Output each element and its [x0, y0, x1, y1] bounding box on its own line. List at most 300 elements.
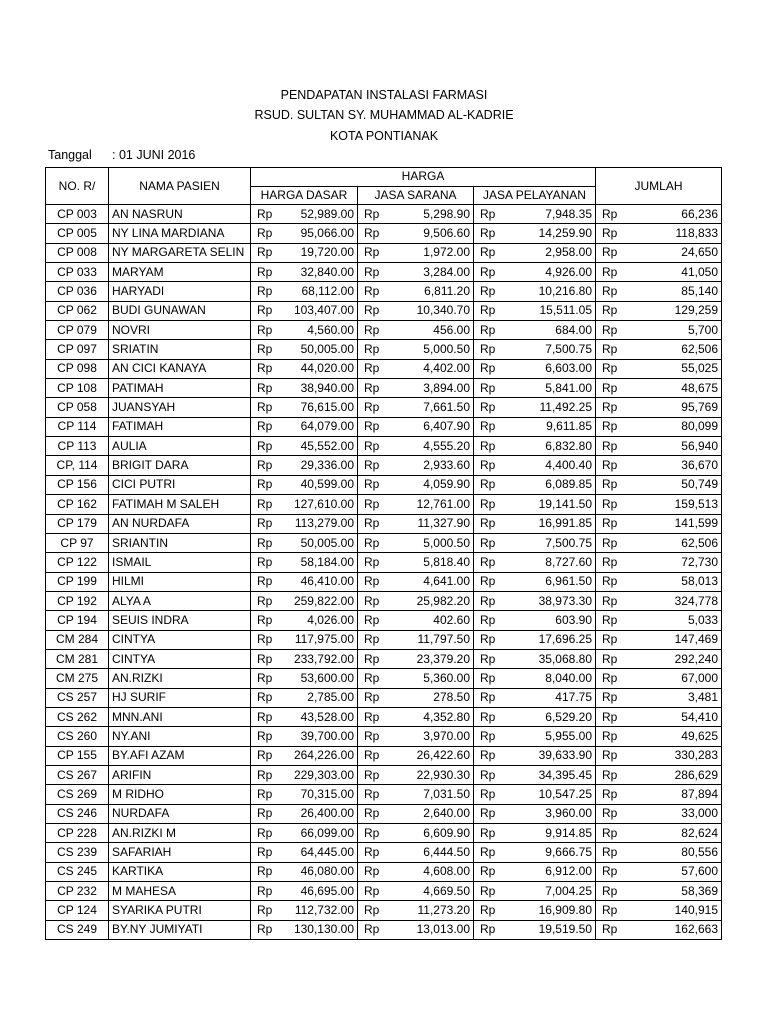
table-row — [46, 205, 722, 224]
harga-dasar-cell — [251, 688, 358, 707]
jasa-sarana-value: 12,761.00 — [416, 496, 470, 511]
jasa-pelayanan-value: 4,400.40 — [545, 458, 592, 473]
currency-label: Rp — [257, 883, 273, 898]
currency-label: Rp — [257, 554, 273, 569]
jumlah-value: 58,369 — [681, 883, 718, 898]
jasa-sarana-cell — [358, 746, 474, 765]
harga-dasar-value: 38,940.00 — [300, 380, 354, 395]
table-row — [46, 456, 722, 475]
jasa-sarana-value: 23,379.20 — [416, 651, 470, 666]
jasa-pelayanan-value: 6,832.80 — [545, 438, 592, 453]
jasa-sarana-value: 5,298.90 — [423, 206, 470, 221]
jasa-pelayanan-cell — [474, 688, 596, 707]
rx-number: CS 257 — [46, 688, 109, 707]
currency-label: Rp — [480, 535, 496, 550]
currency-label: Rp — [480, 651, 496, 666]
currency-label: Rp — [364, 670, 380, 685]
header-jasa-sarana: JASA SARANA — [358, 186, 474, 205]
jumlah-cell — [596, 688, 722, 707]
jasa-pelayanan-value: 34,395.45 — [538, 767, 592, 782]
rx-number: CP 228 — [46, 824, 109, 843]
currency-label: Rp — [364, 322, 380, 337]
currency-label: Rp — [480, 903, 496, 918]
patient-name: NY LINA MARDIANA — [109, 224, 251, 243]
currency-label: Rp — [602, 709, 618, 724]
jumlah-cell — [596, 437, 722, 456]
jasa-pelayanan-value: 8,040.00 — [545, 670, 592, 685]
table-row — [46, 727, 722, 746]
currency-label: Rp — [364, 767, 380, 782]
currency-label: Rp — [364, 264, 380, 279]
harga-dasar-value: 64,079.00 — [300, 419, 354, 434]
jasa-sarana-cell — [358, 765, 474, 784]
table-row — [46, 611, 722, 630]
jumlah-value: 48,675 — [681, 380, 718, 395]
currency-label: Rp — [257, 380, 273, 395]
currency-label: Rp — [602, 574, 618, 589]
table-row — [46, 321, 722, 340]
jumlah-value: 140,915 — [674, 903, 718, 918]
jasa-sarana-cell — [358, 224, 474, 243]
currency-label: Rp — [257, 303, 273, 318]
harga-dasar-cell — [251, 630, 358, 649]
jasa-sarana-value: 278.50 — [433, 690, 470, 705]
jasa-sarana-cell — [358, 630, 474, 649]
harga-dasar-value: 29,336.00 — [300, 458, 354, 473]
jumlah-cell — [596, 553, 722, 572]
jasa-sarana-cell — [358, 456, 474, 475]
jumlah-cell — [596, 669, 722, 688]
harga-dasar-cell — [251, 417, 358, 436]
harga-dasar-cell — [251, 804, 358, 823]
currency-label: Rp — [257, 612, 273, 627]
harga-dasar-value: 103,407.00 — [293, 303, 354, 318]
currency-label: Rp — [602, 458, 618, 473]
jumlah-value: 49,625 — [681, 728, 718, 743]
currency-label: Rp — [257, 593, 273, 608]
jumlah-cell — [596, 340, 722, 359]
jumlah-value: 50,749 — [681, 477, 718, 492]
jumlah-value: 24,650 — [681, 245, 718, 260]
harga-dasar-value: 46,080.00 — [300, 864, 354, 879]
harga-dasar-value: 113,279.00 — [294, 516, 354, 531]
currency-label: Rp — [364, 864, 380, 879]
currency-label: Rp — [602, 226, 618, 241]
rx-number: CP 005 — [46, 224, 109, 243]
currency-label: Rp — [602, 245, 618, 260]
rx-number: CP 162 — [46, 495, 109, 514]
rx-number: CP 097 — [46, 340, 109, 359]
jasa-pelayanan-cell — [474, 804, 596, 823]
rx-number: CP 033 — [46, 263, 109, 282]
jasa-pelayanan-cell — [474, 572, 596, 591]
jumlah-value: 36,670 — [681, 458, 718, 473]
currency-label: Rp — [480, 767, 496, 782]
currency-label: Rp — [480, 690, 496, 705]
jasa-sarana-cell — [358, 533, 474, 552]
patient-name: JUANSYAH — [109, 398, 251, 417]
currency-label: Rp — [602, 651, 618, 666]
harga-dasar-cell — [251, 824, 358, 843]
rx-number: CP 97 — [46, 533, 109, 552]
jasa-sarana-value: 25,982.20 — [416, 593, 470, 608]
harga-dasar-value: 233,792.00 — [293, 651, 354, 666]
rx-number: CP 003 — [46, 205, 109, 224]
jasa-pelayanan-value: 6,529.20 — [545, 709, 592, 724]
currency-label: Rp — [480, 748, 496, 763]
harga-dasar-value: 45,552.00 — [300, 438, 354, 453]
harga-dasar-value: 50,005.00 — [300, 342, 354, 357]
jumlah-cell — [596, 920, 722, 939]
rx-number: CP 108 — [46, 379, 109, 398]
table-row — [46, 591, 722, 610]
currency-label: Rp — [364, 342, 380, 357]
harga-dasar-cell — [251, 301, 358, 320]
patient-name: MARYAM — [109, 263, 251, 282]
revenue-table — [45, 167, 722, 940]
currency-label: Rp — [480, 922, 496, 937]
jasa-pelayanan-cell — [474, 862, 596, 881]
jumlah-value: 5,700 — [687, 322, 718, 337]
jasa-sarana-cell — [358, 205, 474, 224]
jasa-sarana-value: 4,669.50 — [423, 883, 470, 898]
harga-dasar-value: 4,560.00 — [307, 322, 354, 337]
jumlah-cell — [596, 824, 722, 843]
currency-label: Rp — [480, 786, 496, 801]
currency-label: Rp — [364, 825, 380, 840]
jasa-pelayanan-cell — [474, 437, 596, 456]
currency-label: Rp — [480, 419, 496, 434]
harga-dasar-cell — [251, 649, 358, 668]
jasa-sarana-cell — [358, 301, 474, 320]
jasa-sarana-value: 402.60 — [433, 612, 470, 627]
harga-dasar-value: 70,315.00 — [300, 786, 354, 801]
currency-label: Rp — [602, 786, 618, 801]
patient-name: CICI PUTRI — [109, 475, 251, 494]
jasa-pelayanan-cell — [474, 785, 596, 804]
jumlah-value: 147,469 — [674, 632, 718, 647]
currency-label: Rp — [257, 922, 273, 937]
currency-label: Rp — [364, 883, 380, 898]
currency-label: Rp — [364, 651, 380, 666]
currency-label: Rp — [364, 612, 380, 627]
currency-label: Rp — [602, 496, 618, 511]
table-row — [46, 533, 722, 552]
harga-dasar-cell — [251, 727, 358, 746]
harga-dasar-value: 32,840.00 — [300, 264, 354, 279]
jasa-pelayanan-value: 39,633.90 — [538, 748, 592, 763]
jasa-sarana-cell — [358, 417, 474, 436]
patient-name: HILMI — [109, 572, 251, 591]
hospital-name: RSUD. SULTAN SY. MUHAMMAD AL-KADRIE — [254, 108, 514, 122]
currency-label: Rp — [480, 380, 496, 395]
currency-label: Rp — [480, 322, 496, 337]
jumlah-cell — [596, 862, 722, 881]
jasa-pelayanan-cell — [474, 746, 596, 765]
currency-label: Rp — [480, 728, 496, 743]
jasa-pelayanan-cell — [474, 243, 596, 262]
table-row — [46, 263, 722, 282]
rx-number: CP 058 — [46, 398, 109, 417]
jasa-pelayanan-cell — [474, 359, 596, 378]
jumlah-cell — [596, 243, 722, 262]
jumlah-value: 58,013 — [681, 574, 718, 589]
patient-name: HJ SURIF — [109, 688, 251, 707]
currency-label: Rp — [364, 690, 380, 705]
patient-name: NY MARGARETA SELIN — [109, 243, 251, 262]
rx-number: CP 062 — [46, 301, 109, 320]
harga-dasar-cell — [251, 591, 358, 610]
currency-label: Rp — [364, 845, 380, 860]
jasa-pelayanan-value: 8,727.60 — [545, 554, 592, 569]
currency-label: Rp — [364, 903, 380, 918]
currency-label: Rp — [602, 806, 618, 821]
harga-dasar-cell — [251, 475, 358, 494]
table-row — [46, 514, 722, 533]
jasa-pelayanan-cell — [474, 456, 596, 475]
jumlah-value: 62,506 — [681, 535, 718, 550]
currency-label: Rp — [257, 477, 273, 492]
currency-label: Rp — [257, 728, 273, 743]
jasa-sarana-value: 10,340.70 — [416, 303, 470, 318]
patient-name: BRIGIT DARA — [109, 456, 251, 475]
currency-label: Rp — [364, 554, 380, 569]
jumlah-cell — [596, 746, 722, 765]
rx-number: CP 114 — [46, 417, 109, 436]
table-row — [46, 785, 722, 804]
jasa-pelayanan-value: 11,492.25 — [539, 400, 592, 415]
currency-label: Rp — [257, 748, 273, 763]
jasa-sarana-cell — [358, 359, 474, 378]
jasa-sarana-cell — [358, 572, 474, 591]
currency-label: Rp — [602, 845, 618, 860]
currency-label: Rp — [480, 206, 496, 221]
jumlah-cell — [596, 282, 722, 301]
jasa-sarana-value: 13,013.00 — [416, 922, 470, 937]
jumlah-cell — [596, 359, 722, 378]
currency-label: Rp — [257, 361, 273, 376]
jasa-sarana-value: 4,641.00 — [423, 574, 470, 589]
currency-label: Rp — [364, 748, 380, 763]
jasa-sarana-value: 5,360.00 — [423, 670, 470, 685]
table-row — [46, 804, 722, 823]
currency-label: Rp — [257, 516, 273, 531]
jumlah-cell — [596, 475, 722, 494]
jasa-sarana-value: 2,933.60 — [423, 458, 470, 473]
currency-label: Rp — [480, 477, 496, 492]
currency-label: Rp — [480, 670, 496, 685]
harga-dasar-cell — [251, 263, 358, 282]
currency-label: Rp — [257, 284, 273, 299]
currency-label: Rp — [602, 419, 618, 434]
jumlah-value: 129,259 — [674, 303, 718, 318]
currency-label: Rp — [364, 245, 380, 260]
currency-label: Rp — [364, 458, 380, 473]
harga-dasar-cell — [251, 553, 358, 572]
currency-label: Rp — [602, 303, 618, 318]
jasa-sarana-value: 2,640.00 — [423, 806, 470, 821]
jasa-pelayanan-cell — [474, 263, 596, 282]
jumlah-value: 67,000 — [681, 670, 718, 685]
currency-label: Rp — [364, 806, 380, 821]
jasa-pelayanan-cell — [474, 901, 596, 920]
currency-label: Rp — [364, 419, 380, 434]
harga-dasar-cell — [251, 321, 358, 340]
rx-number: CP, 114 — [46, 456, 109, 475]
currency-label: Rp — [602, 632, 618, 647]
currency-label: Rp — [602, 380, 618, 395]
currency-label: Rp — [602, 593, 618, 608]
jumlah-cell — [596, 321, 722, 340]
jumlah-cell — [596, 765, 722, 784]
jumlah-value: 118,833 — [675, 226, 718, 241]
jumlah-value: 80,556 — [681, 845, 718, 860]
jasa-sarana-cell — [358, 591, 474, 610]
jasa-pelayanan-cell — [474, 321, 596, 340]
currency-label: Rp — [257, 400, 273, 415]
patient-name: ALYA A — [109, 591, 251, 610]
currency-label: Rp — [257, 845, 273, 860]
currency-label: Rp — [602, 554, 618, 569]
harga-dasar-value: 50,005.00 — [300, 535, 354, 550]
table-row — [46, 417, 722, 436]
harga-dasar-cell — [251, 901, 358, 920]
currency-label: Rp — [480, 342, 496, 357]
patient-name: BY.NY JUMIYATI — [109, 920, 251, 939]
patient-name: AN NURDAFA — [109, 514, 251, 533]
jumlah-value: 159,513 — [674, 496, 718, 511]
jumlah-value: 55,025 — [681, 361, 718, 376]
jasa-pelayanan-value: 417.75 — [555, 690, 592, 705]
jasa-pelayanan-value: 6,912.00 — [545, 864, 592, 879]
jasa-pelayanan-cell — [474, 379, 596, 398]
jasa-pelayanan-cell — [474, 282, 596, 301]
jasa-sarana-value: 4,352.80 — [423, 709, 470, 724]
jumlah-cell — [596, 224, 722, 243]
patient-name: BUDI GUNAWAN — [109, 301, 251, 320]
patient-name: SRIATIN — [109, 340, 251, 359]
rx-number: CP 113 — [46, 437, 109, 456]
jumlah-cell — [596, 727, 722, 746]
city-name: KOTA PONTIANAK — [329, 129, 439, 143]
jasa-sarana-value: 3,894.00 — [423, 380, 470, 395]
jasa-pelayanan-cell — [474, 340, 596, 359]
rx-number: CP 124 — [46, 901, 109, 920]
harga-dasar-value: 117,975.00 — [294, 632, 354, 647]
harga-dasar-cell — [251, 785, 358, 804]
currency-label: Rp — [480, 284, 496, 299]
harga-dasar-cell — [251, 843, 358, 862]
table-row — [46, 495, 722, 514]
jumlah-value: 57,600 — [681, 864, 718, 879]
table-row — [46, 572, 722, 591]
currency-label: Rp — [364, 632, 380, 647]
jumlah-value: 54,410 — [681, 709, 718, 724]
patient-name: NY.ANI — [109, 727, 251, 746]
header-name: NAMA PASIEN — [109, 168, 251, 205]
jumlah-cell — [596, 572, 722, 591]
harga-dasar-cell — [251, 920, 358, 939]
harga-dasar-cell — [251, 765, 358, 784]
table-row — [46, 824, 722, 843]
jasa-sarana-cell — [358, 649, 474, 668]
harga-dasar-cell — [251, 572, 358, 591]
jasa-sarana-cell — [358, 707, 474, 726]
harga-dasar-value: 26,400.00 — [300, 806, 354, 821]
table-row — [46, 340, 722, 359]
jumlah-cell — [596, 514, 722, 533]
harga-dasar-value: 64,445.00 — [300, 845, 354, 860]
jumlah-cell — [596, 804, 722, 823]
harga-dasar-value: 112,732.00 — [294, 903, 354, 918]
currency-label: Rp — [257, 864, 273, 879]
currency-label: Rp — [480, 806, 496, 821]
currency-label: Rp — [257, 690, 273, 705]
harga-dasar-value: 127,610.00 — [293, 496, 354, 511]
jasa-pelayanan-value: 6,603.00 — [545, 361, 592, 376]
currency-label: Rp — [257, 419, 273, 434]
jasa-pelayanan-value: 14,259.90 — [538, 226, 592, 241]
jasa-pelayanan-value: 6,089.85 — [545, 477, 592, 492]
jasa-sarana-value: 456.00 — [433, 322, 470, 337]
rx-number: CP 179 — [46, 514, 109, 533]
header-jumlah: JUMLAH — [596, 168, 722, 205]
harga-dasar-cell — [251, 746, 358, 765]
harga-dasar-value: 68,112.00 — [301, 284, 354, 299]
patient-name: MNN.ANI — [109, 707, 251, 726]
header-harga: HARGA — [251, 168, 596, 187]
patient-name: NOVRI — [109, 321, 251, 340]
currency-label: Rp — [257, 574, 273, 589]
table-row — [46, 843, 722, 862]
currency-label: Rp — [257, 767, 273, 782]
jasa-sarana-value: 9,506.60 — [423, 226, 470, 241]
jasa-pelayanan-value: 5,841.00 — [545, 380, 592, 395]
rx-number: CM 275 — [46, 669, 109, 688]
harga-dasar-cell — [251, 437, 358, 456]
jasa-pelayanan-cell — [474, 591, 596, 610]
date-label: Tanggal — [48, 148, 92, 162]
jasa-sarana-value: 26,422.60 — [416, 748, 470, 763]
currency-label: Rp — [602, 342, 618, 357]
harga-dasar-value: 46,695.00 — [300, 883, 354, 898]
jasa-sarana-value: 22,930.30 — [416, 767, 470, 782]
patient-name: SEUIS INDRA — [109, 611, 251, 630]
patient-name: AN CICI KANAYA — [109, 359, 251, 378]
jasa-sarana-cell — [358, 379, 474, 398]
jasa-sarana-value: 5,818.40 — [423, 554, 470, 569]
currency-label: Rp — [602, 206, 618, 221]
jumlah-value: 286,629 — [674, 767, 718, 782]
table-row — [46, 765, 722, 784]
jasa-pelayanan-value: 7,500.75 — [545, 342, 592, 357]
jasa-pelayanan-value: 7,004.25 — [545, 883, 592, 898]
jasa-pelayanan-cell — [474, 882, 596, 901]
jasa-pelayanan-value: 16,991.85 — [538, 516, 592, 531]
jumlah-value: 162,663 — [674, 922, 718, 937]
currency-label: Rp — [364, 516, 380, 531]
jumlah-value: 5,033 — [687, 612, 718, 627]
rx-number: CS 260 — [46, 727, 109, 746]
jasa-pelayanan-value: 10,547.25 — [538, 786, 592, 801]
harga-dasar-cell — [251, 398, 358, 417]
jumlah-cell — [596, 533, 722, 552]
table-row — [46, 630, 722, 649]
patient-name: BY.AFI AZAM — [109, 746, 251, 765]
table-row — [46, 649, 722, 668]
currency-label: Rp — [257, 322, 273, 337]
currency-label: Rp — [480, 709, 496, 724]
